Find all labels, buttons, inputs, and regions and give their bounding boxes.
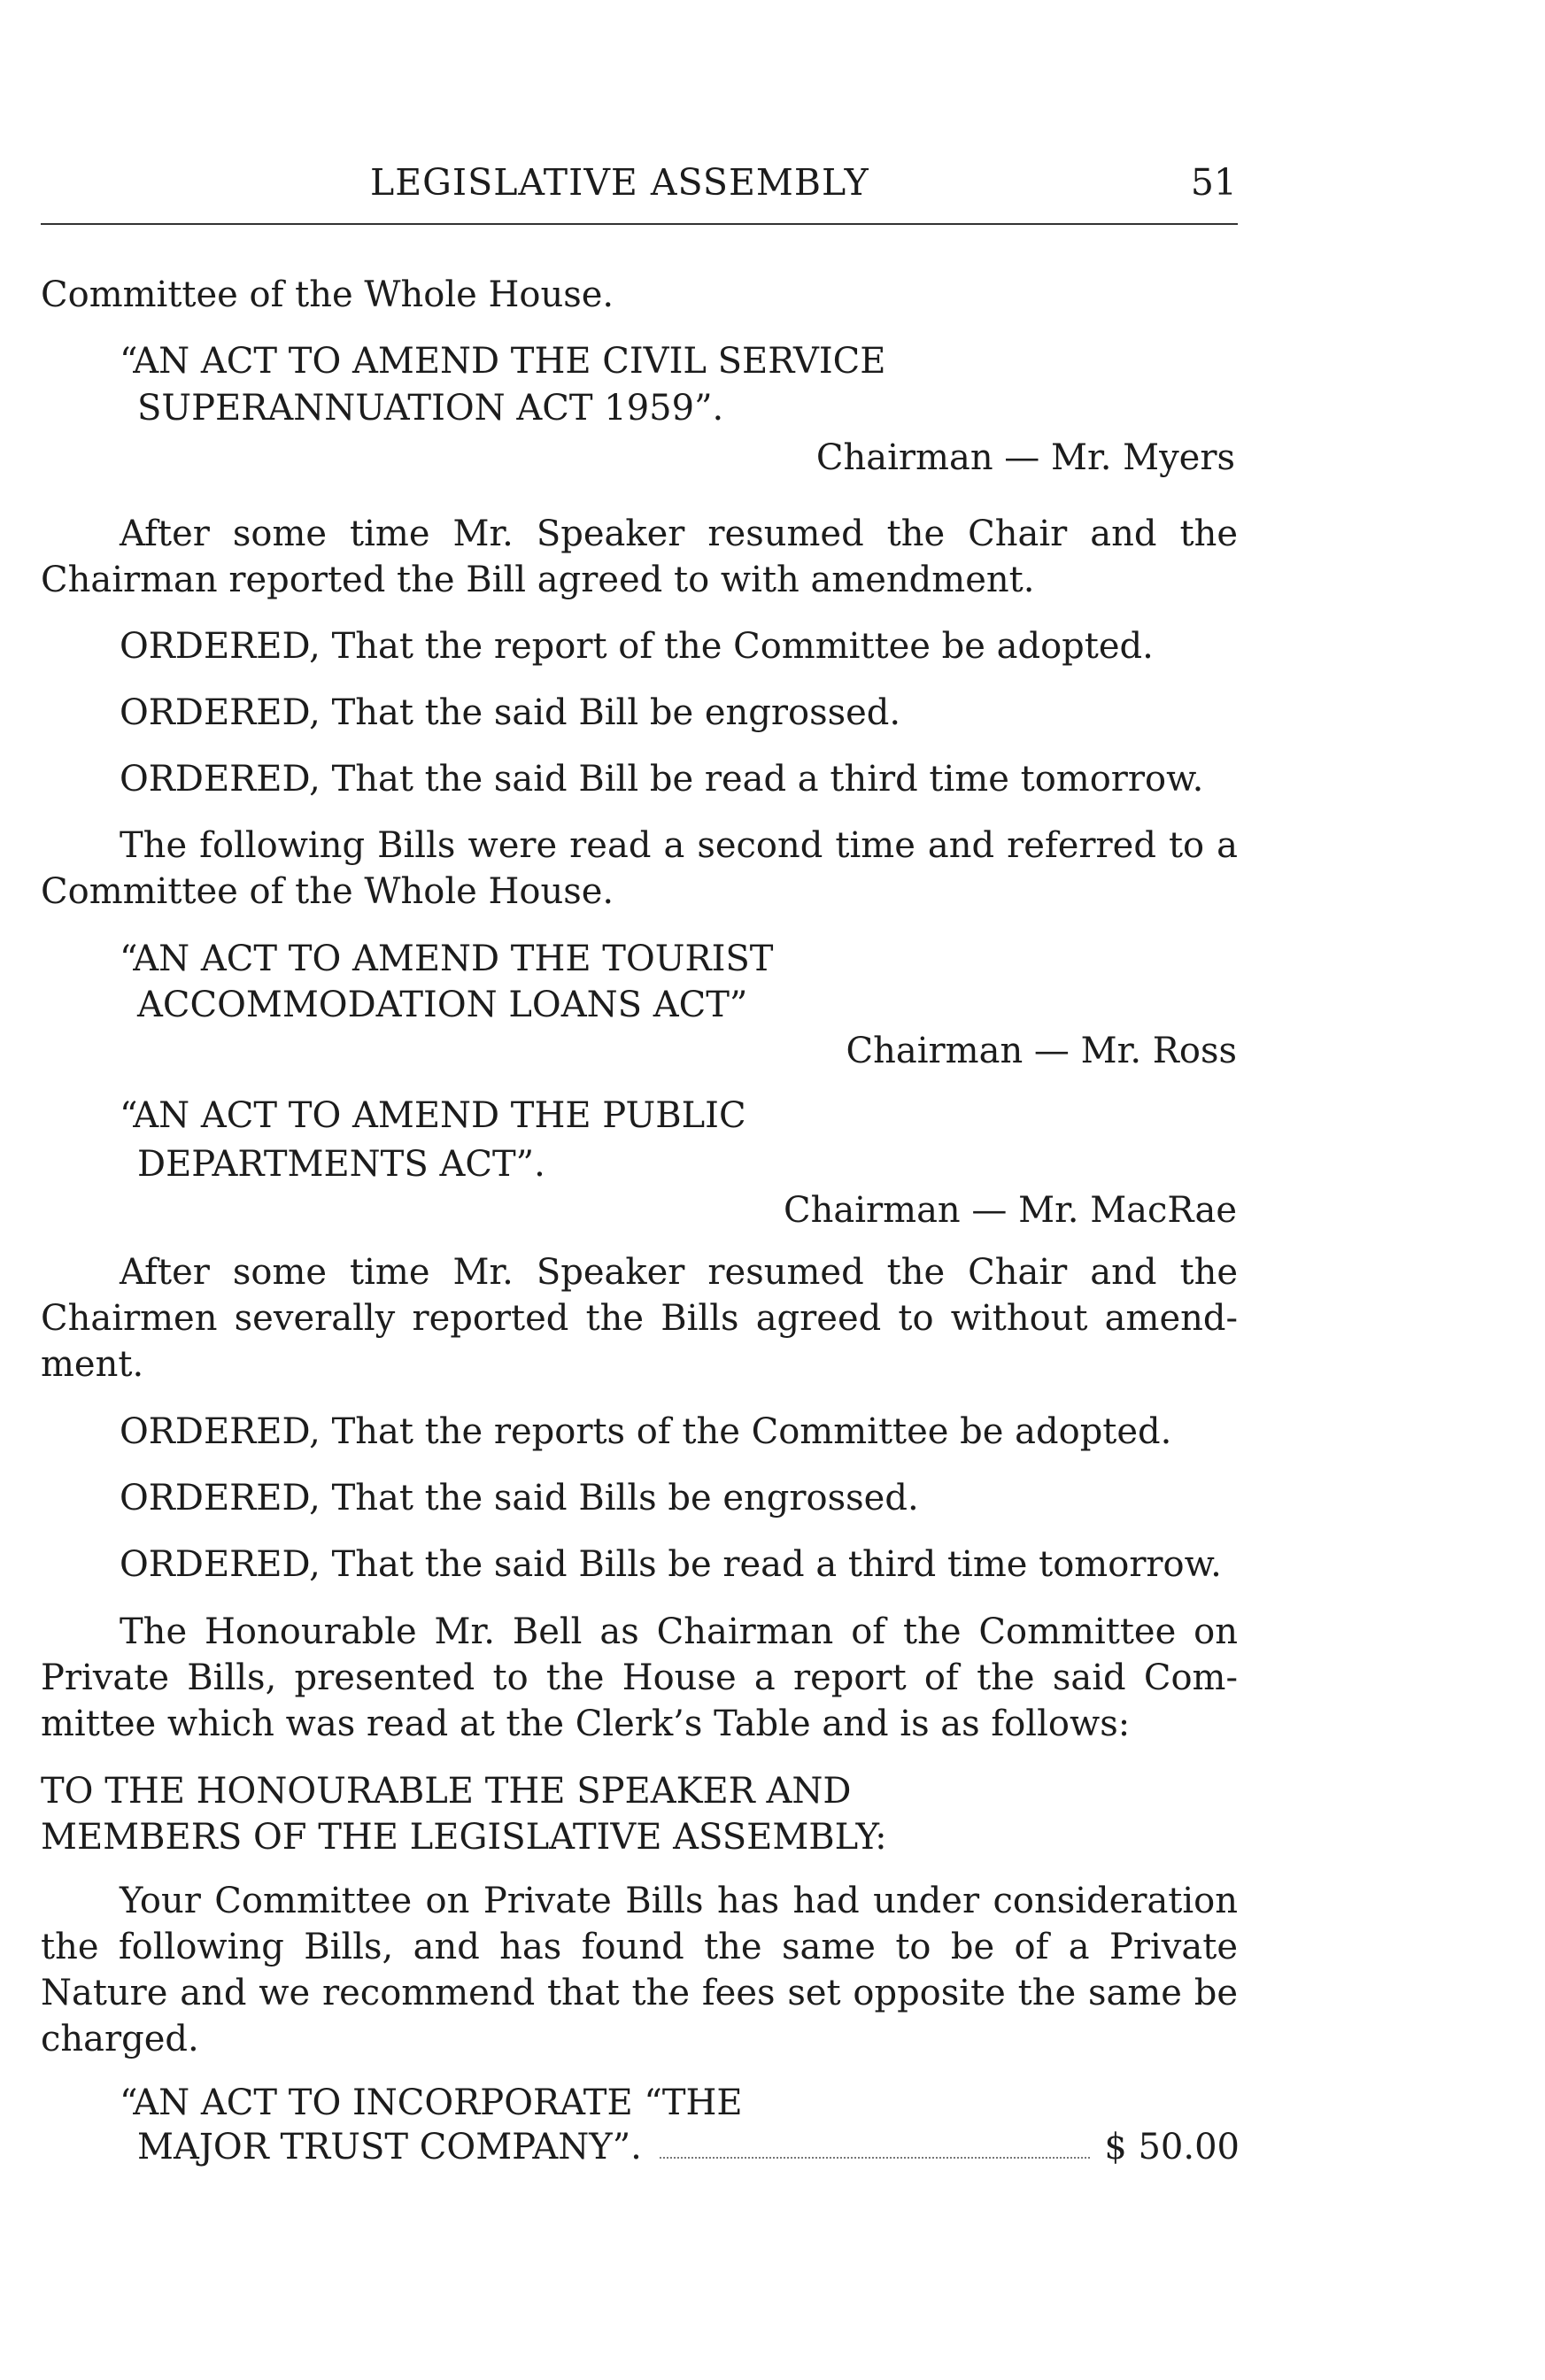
fee-item-title: MAJOR TRUST COMPANY”. xyxy=(137,2127,642,2168)
chairman-line: Chairman — Mr. Ross xyxy=(846,1031,1237,1071)
dot-leader xyxy=(660,2157,1090,2159)
paragraph-line: The following Bills were read a second time and referred to a xyxy=(120,825,1238,866)
bill-title-line: “AN ACT TO AMEND THE PUBLIC xyxy=(120,1095,746,1136)
ordered-line: ORDERED, That the report of the Committee be adopted. xyxy=(120,626,1154,667)
bill-title-line: DEPARTMENTS ACT”. xyxy=(137,1144,545,1185)
bill-title-line: ACCOMMODATION LOANS ACT” xyxy=(137,985,748,1025)
ordered-line: ORDERED, That the reports of the Committee be adopted. xyxy=(120,1411,1172,1452)
bill-title-line: “AN ACT TO AMEND THE TOURIST xyxy=(120,939,774,979)
paragraph-line: Nature and we recommend that the fees set opposite the same be xyxy=(41,1973,1238,2013)
paragraph-line: The Honourable Mr. Bell as Chairman of the Committee on xyxy=(120,1611,1238,1652)
text-line: Committee of the Whole House. xyxy=(41,274,614,315)
chairman-line: Chairman — Mr. Myers xyxy=(815,437,1235,478)
paragraph-line: charged. xyxy=(41,2019,199,2059)
paragraph-line: Chairmen severally reported the Bills agreed to without amend- xyxy=(41,1298,1238,1339)
fee-amount: $ 50.00 xyxy=(1104,2127,1240,2168)
paragraph-line: ment. xyxy=(41,1344,144,1385)
bill-title-line: “AN ACT TO AMEND THE CIVIL SERVICE xyxy=(120,341,886,382)
bill-title-line: “AN ACT TO INCORPORATE “THE xyxy=(120,2082,743,2123)
page-number: 51 xyxy=(1190,161,1237,204)
running-header-title: LEGISLATIVE ASSEMBLY xyxy=(370,161,869,204)
paragraph-line: mittee which was read at the Clerk’s Table and is as follows: xyxy=(41,1704,1131,1744)
ordered-line: ORDERED, That the said Bills be engrossed. xyxy=(120,1478,919,1518)
paragraph-line: the following Bills, and has found the same to be of a Private xyxy=(41,1927,1238,1967)
ordered-line: ORDERED, That the said Bill be read a third time tomorrow. xyxy=(120,759,1204,800)
paragraph-line: Your Committee on Private Bills has had under consideration xyxy=(120,1881,1238,1921)
paragraph-line: Chairman reported the Bill agreed to with amendment. xyxy=(41,560,1035,600)
header-rule xyxy=(41,223,1238,225)
ordered-line: ORDERED, That the said Bill be engrossed. xyxy=(120,692,901,733)
chairman-line: Chairman — Mr. MacRae xyxy=(784,1190,1237,1231)
ordered-line: ORDERED, That the said Bills be read a third time tomorrow. xyxy=(120,1544,1222,1585)
paragraph-line: After some time Mr. Speaker resumed the Chair and the xyxy=(120,1252,1238,1293)
paragraph-line: After some time Mr. Speaker resumed the Chair and the xyxy=(120,514,1238,554)
fee-item-row xyxy=(137,2125,1240,2169)
bill-title-line: SUPERANNUATION ACT 1959”. xyxy=(137,388,724,429)
address-line: MEMBERS OF THE LEGISLATIVE ASSEMBLY: xyxy=(41,1817,887,1858)
address-line: TO THE HONOURABLE THE SPEAKER AND xyxy=(41,1771,852,1812)
paragraph-line: Committee of the Whole House. xyxy=(41,871,614,912)
paragraph-line: Private Bills, presented to the House a report of the said Com- xyxy=(41,1658,1238,1698)
